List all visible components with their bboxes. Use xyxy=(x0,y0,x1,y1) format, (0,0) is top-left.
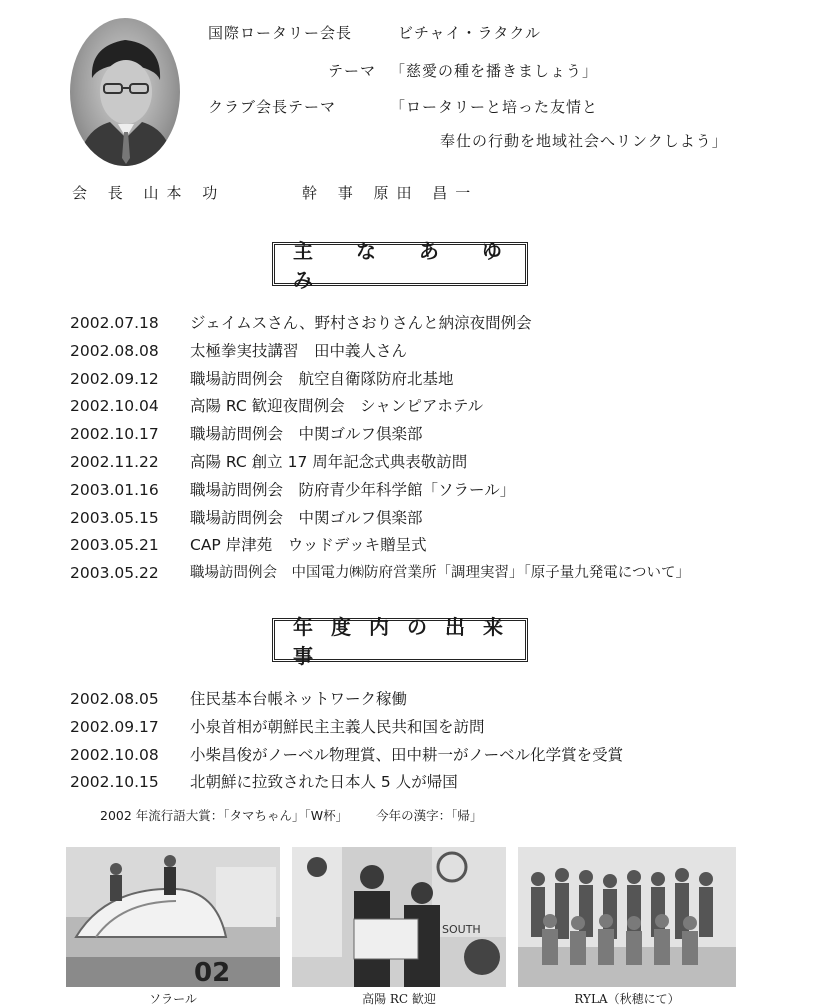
item-text: 高陽 RC 創立 17 周年記念式典表敬訪問 xyxy=(190,452,468,471)
list-item xyxy=(70,477,690,505)
item-text: 高陽 RC 歓迎夜間例会 シャンピアホテル xyxy=(190,397,484,416)
kanji-of-year: 今年の漢字：「帰」 xyxy=(376,808,483,823)
goyang-photo-image xyxy=(292,847,506,987)
item-text: 小柴昌俊がノーベル物理賞、田中耕一がノーベル化学賞を受賞 xyxy=(190,745,624,764)
item-date: 2002.10.17 xyxy=(70,425,159,444)
item-text: 小泉首相が朝鮮民主主義人民共和国を訪問 xyxy=(190,717,485,736)
club-president: 会 長 山本 功 xyxy=(72,184,226,202)
solar-photo-image xyxy=(66,847,280,987)
item-text: 職場訪問例会 防府青少年科学館「ソラール」 xyxy=(190,480,516,499)
theme-label: テーマ xyxy=(328,62,377,80)
item-text: 職場訪問例会 中関ゴルフ倶楽部 xyxy=(190,425,423,444)
buzzword-line xyxy=(100,806,482,824)
list-item xyxy=(70,449,690,477)
solar-museum-photo xyxy=(66,847,280,987)
list-item xyxy=(70,532,690,560)
list-item xyxy=(70,310,690,338)
history-list xyxy=(70,310,690,588)
club-theme-line2: 奉仕の行動を地域社会へリンクしよう」 xyxy=(440,132,728,150)
item-date: 2003.05.21 xyxy=(70,536,159,555)
club-theme-line1: 「ロータリーと培った友情と xyxy=(390,98,599,116)
item-text: CAP 岸津苑 ウッドデッキ贈呈式 xyxy=(190,536,427,555)
plate-number: 02 xyxy=(194,958,231,987)
list-item xyxy=(70,769,623,797)
item-text: 職場訪問例会 中国電力㈱防府営業所「調理実習」「原子量九発電について」 xyxy=(190,565,690,582)
ryla-caption: RYLA（秋穂にて） xyxy=(574,992,680,1006)
item-date: 2002.08.08 xyxy=(70,341,159,360)
item-date: 2002.10.04 xyxy=(70,397,159,416)
item-date: 2002.09.17 xyxy=(70,717,159,736)
portrait-figure-image xyxy=(70,18,180,166)
item-date: 2002.07.18 xyxy=(70,314,159,332)
list-item xyxy=(70,421,690,449)
main-history-heading: 主 な あ ゆ み xyxy=(272,242,528,286)
club-secretary: 幹 事 原田 昌一 xyxy=(302,184,479,202)
list-item xyxy=(70,686,623,714)
item-date: 2002.10.15 xyxy=(70,773,159,792)
ryla-photo-image xyxy=(518,847,736,987)
item-text: ジェイムスさん、野村さおりさんと納涼夜間例会 xyxy=(190,314,532,332)
events-list xyxy=(70,686,623,797)
item-text: 住民基本台帳ネットワーク稼働 xyxy=(190,690,408,708)
ri-president-label: 国際ロータリー会長 xyxy=(208,24,353,42)
list-item xyxy=(70,338,690,366)
president-portrait-photo xyxy=(70,18,180,166)
item-text: 職場訪問例会 航空自衛隊防府北基地 xyxy=(190,369,454,388)
item-date: 2003.05.22 xyxy=(70,564,159,583)
banner-text: SOUTH xyxy=(442,923,481,936)
goyang-caption: 高陽 RC 歓迎 xyxy=(362,992,436,1006)
solar-caption: ソラール xyxy=(149,992,197,1006)
list-item xyxy=(70,742,623,770)
item-text: 職場訪問例会 中関ゴルフ倶楽部 xyxy=(190,508,423,527)
buzzword-award: 2002 年流行語大賞：「タマちゃん」「W杯」 xyxy=(100,808,349,823)
list-item xyxy=(70,714,623,742)
item-date: 2002.10.08 xyxy=(70,745,159,764)
item-date: 2003.01.16 xyxy=(70,480,159,499)
list-item xyxy=(70,393,690,421)
list-item xyxy=(70,560,690,588)
list-item xyxy=(70,505,690,533)
item-date: 2003.05.15 xyxy=(70,508,159,527)
ryla-group-photo xyxy=(518,847,736,987)
item-date: 2002.11.22 xyxy=(70,452,159,471)
goyang-welcome-photo xyxy=(292,847,506,987)
list-item xyxy=(70,366,690,394)
ri-president-name: ビチャイ・ラタクル xyxy=(398,24,541,42)
theme-text: 「慈愛の種を播きましょう」 xyxy=(390,62,599,80)
item-text: 北朝鮮に拉致された日本人 5 人が帰国 xyxy=(190,773,458,792)
item-date: 2002.09.12 xyxy=(70,369,159,388)
item-date: 2002.08.05 xyxy=(70,690,159,708)
events-heading: 年度内の出来事 xyxy=(272,618,528,662)
club-theme-label: クラブ会長テーマ xyxy=(208,98,337,116)
item-text: 太極拳実技講習 田中義人さん xyxy=(190,341,408,360)
